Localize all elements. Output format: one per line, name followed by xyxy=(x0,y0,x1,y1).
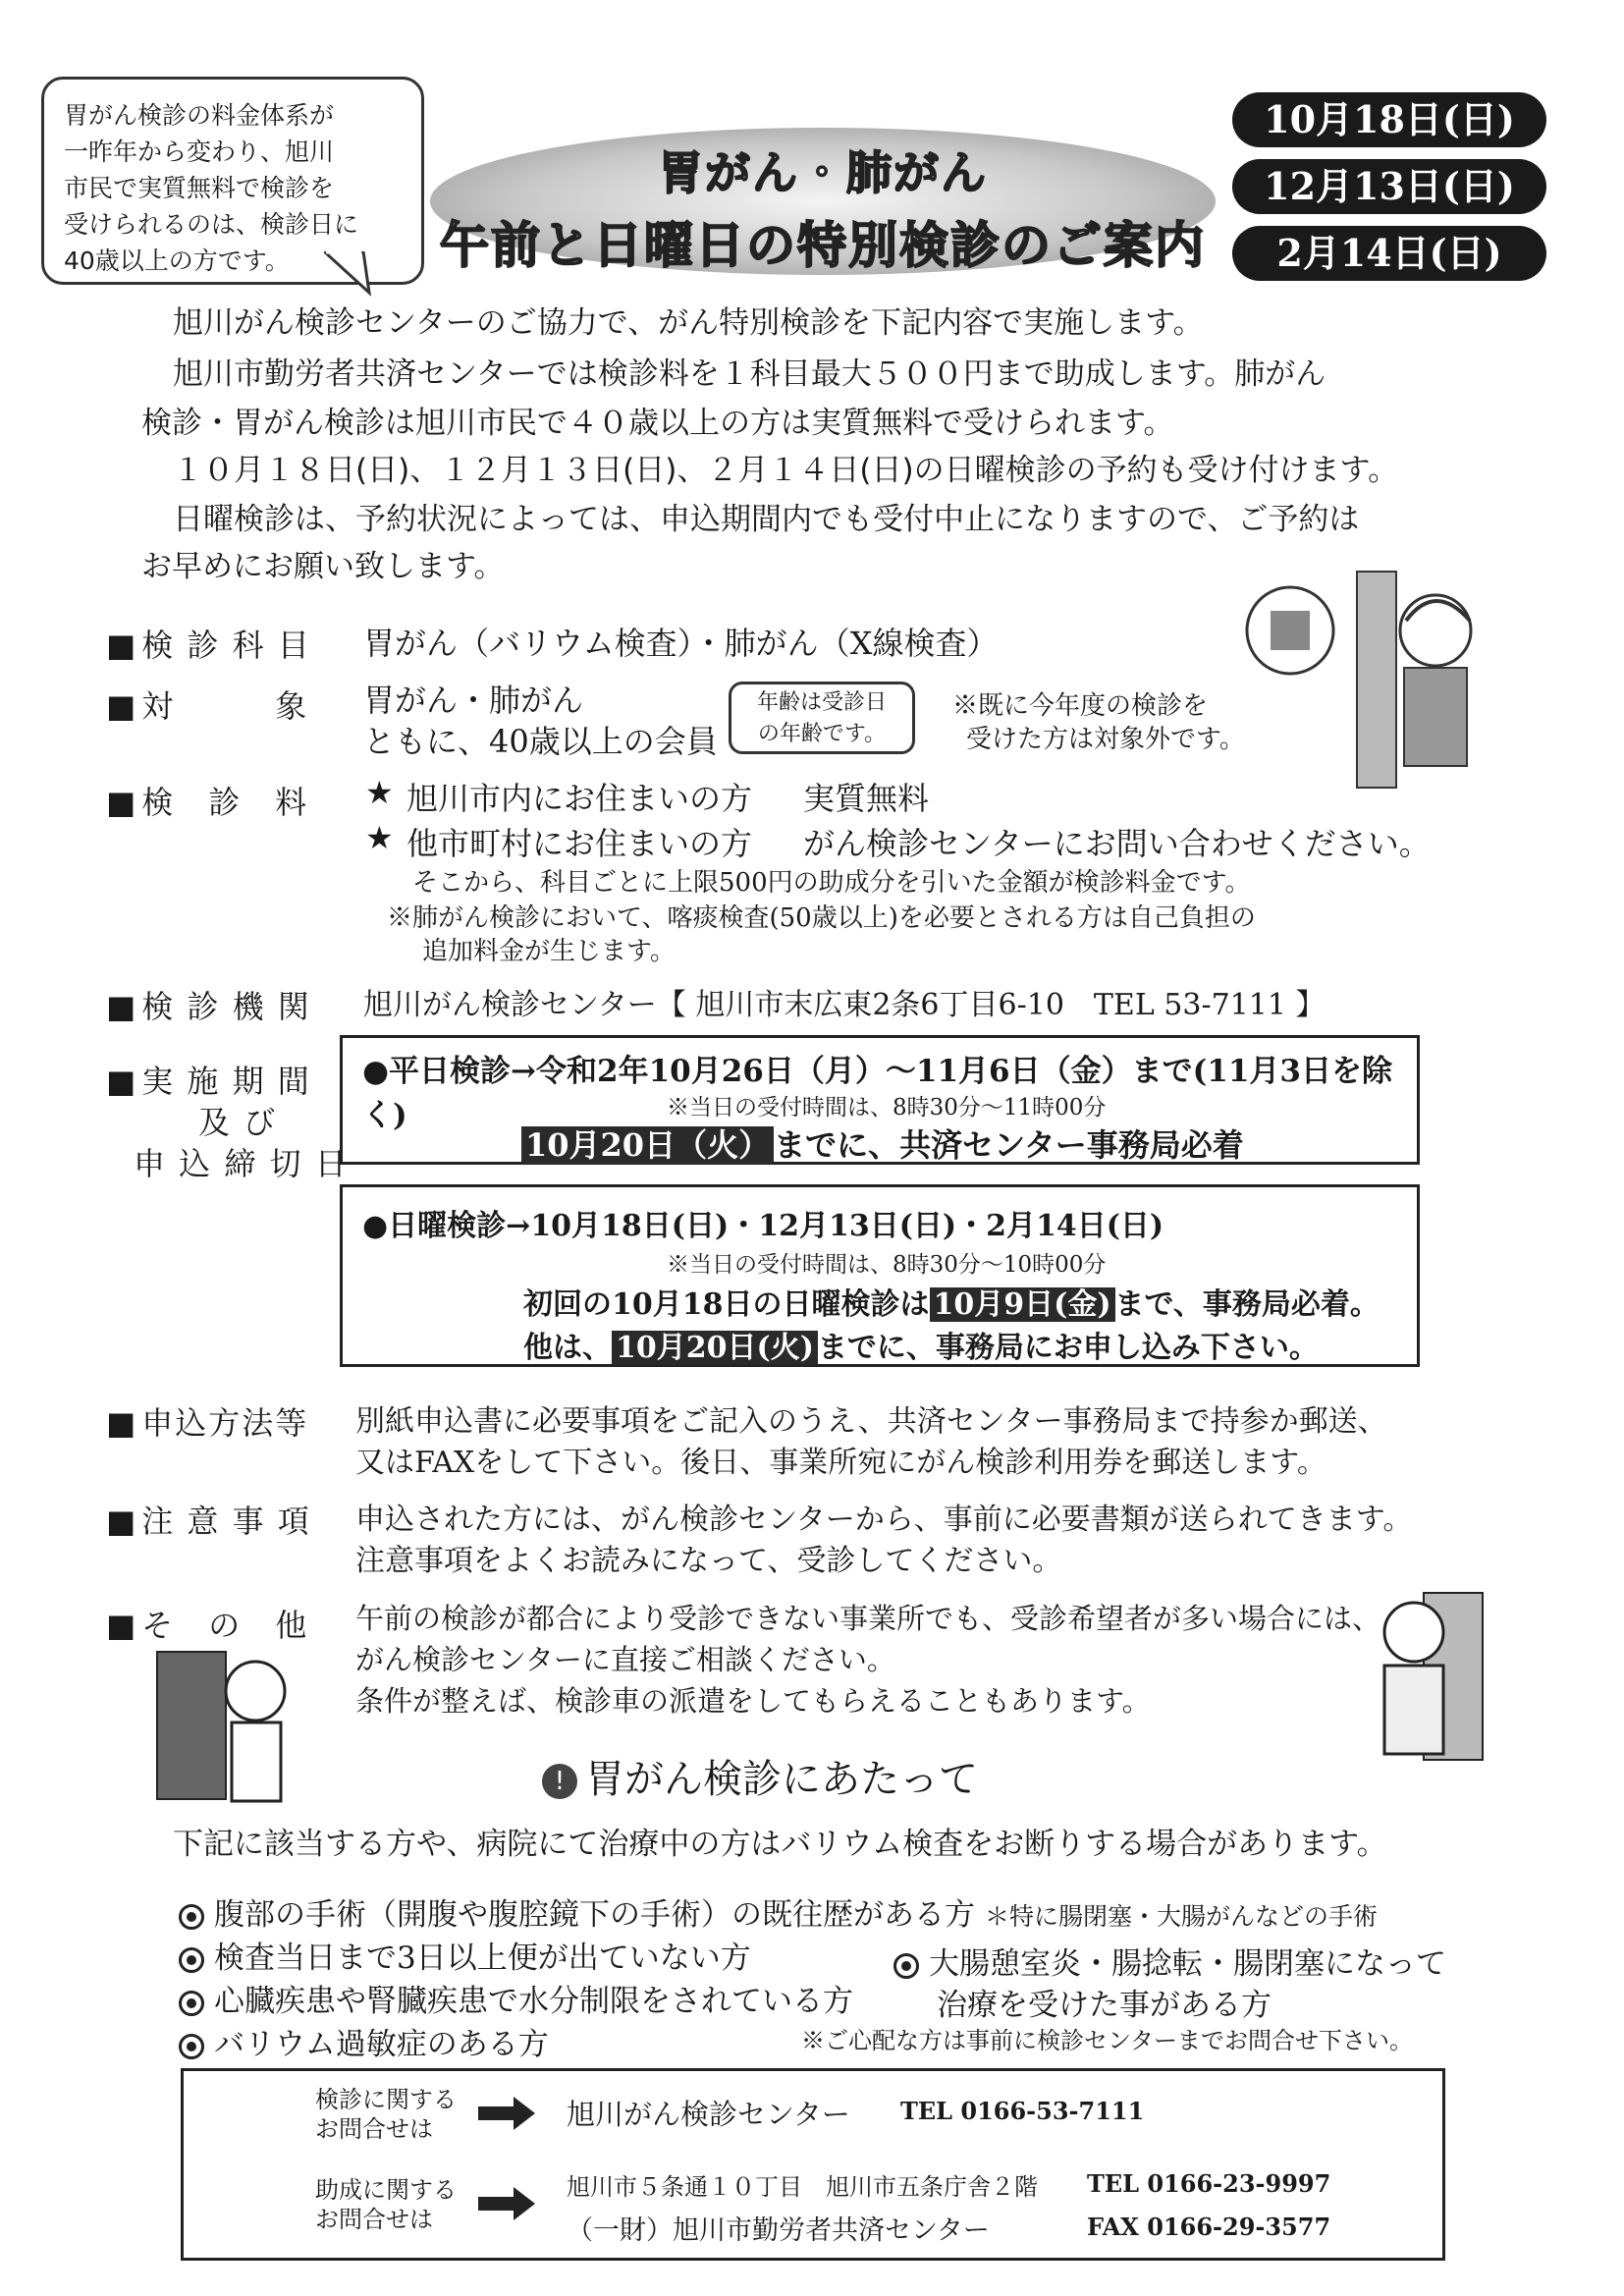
stomach-item-note: ＊特に腸閉塞・大腸がんなどの手術 xyxy=(985,1902,1379,1931)
sunday-line1 xyxy=(523,1280,1380,1323)
stomach-heading: 胃がん検診にあたって xyxy=(585,1757,978,1802)
contact-q1 xyxy=(315,2085,457,2144)
intro-line: 日曜検診は、予約状況によっては、申込期間内でも受付中止になりますので、ご予約は xyxy=(173,502,1360,537)
age-note-line: 年齢は受診日 xyxy=(756,690,887,715)
sonota-1: 午前の検診が都合により受診できない事業所でも、受診希望者が多い場合には、 xyxy=(355,1602,1381,1635)
weekday-deadline-rest: までに、共済センター事務局必着 xyxy=(774,1126,1244,1164)
note-line: 40歳以上の方です。 xyxy=(64,246,290,275)
stomach-item-text: 腹部の手術（開腹や腹腔鏡下の手術）の既往歴がある方 xyxy=(214,1897,975,1933)
age-note-line: の年齢です。 xyxy=(757,722,887,746)
stomach-heading-wrap xyxy=(542,1748,978,1804)
weekday-deadline-highlight: 10月20日（火） xyxy=(521,1126,774,1164)
label-taisho: ■ 対 象 xyxy=(106,682,308,727)
sunday-time: ※当日の受付時間は、8時30分～10時00分 xyxy=(667,1252,1107,1278)
sunday-line2-highlight: 10月20日(火) xyxy=(612,1331,818,1365)
contact-q2 xyxy=(315,2175,457,2234)
contact-a2-name: （一財）旭川市勤労者共済センター xyxy=(567,2215,990,2246)
label-moushikomi: ■ 申込方法等 xyxy=(106,1398,308,1444)
note-line: 胃がん検診の料金体系が xyxy=(64,101,335,130)
stomach-note: ※ご心配な方は事前に検診センターまでお問合せ下さい。 xyxy=(801,2027,1414,2054)
value-kamoku: 胃がん（バリウム検査）・肺がん（X線検査） xyxy=(363,625,999,662)
stomach-intro: 下記に該当する方や、病院にて治療中の方はバリウム検査をお断りする場合があります。 xyxy=(173,1827,1387,1862)
sunday-line2-b: までに、事務局にお申し込み下さい。 xyxy=(817,1331,1319,1365)
chui-1: 申込された方には、がん検診センターから、事前に必要書類が送られてきます。 xyxy=(355,1503,1413,1537)
contact-a2-addr: 旭川市５条通１０丁目 旭川市五条庁舎２階 xyxy=(567,2173,1038,2201)
contact-a2-tel: TEL 0166-23-9997 xyxy=(1087,2169,1331,2198)
contact-q2-line: 助成に関する xyxy=(315,2176,457,2204)
title-line1: 胃がん・肺がん xyxy=(658,146,988,199)
stomach-item-text: 検査当日まで3日以上便が出ていない方 xyxy=(214,1941,751,1976)
stomach-item-text: 心臓疾患や腎臓疾患で水分制限をされている方 xyxy=(214,1984,853,2019)
stomach-item xyxy=(893,1939,1446,1983)
bullet-icon xyxy=(179,2034,204,2059)
weekday-time: ※当日の受付時間は、8時30分～11時00分 xyxy=(667,1095,1107,1121)
sonota-2: がん検診センターに直接ご相談ください。 xyxy=(355,1643,895,1676)
fee-row1-a: 旭川市内にお住まいの方 xyxy=(406,780,753,817)
label-kenshinryo: ■ 検 診 料 xyxy=(106,778,308,823)
sunday-line1-a: 初回の10月18日の日曜検診は xyxy=(523,1287,930,1322)
star-icon: ★ xyxy=(365,819,394,856)
stomach-item xyxy=(179,2019,549,2063)
intro-line: １０月１８日(日)、１２月１３日(日)、２月１４日(日)の日曜検診の予約も受け付けます。 xyxy=(173,453,1399,488)
sunday-line2-a: 他は、 xyxy=(523,1331,612,1365)
star-icon: ★ xyxy=(365,774,394,811)
sunday-line1-highlight: 10月9日(金) xyxy=(930,1287,1115,1322)
intro-line: 旭川市勤労者共済センターでは検診料を１科目最大５００円まで助成します。肺がん xyxy=(173,356,1326,392)
sonota-3: 条件が整えば、検診車の派遣をしてもらえることもあります。 xyxy=(355,1684,1151,1718)
stomach-item-text: 大腸憩室炎・腸捻転・腸閉塞になって xyxy=(929,1946,1446,1982)
arrow-right-icon xyxy=(478,2097,537,2130)
stomach-item-text: バリウム過敏症のある方 xyxy=(214,2027,549,2062)
note-line: 市民で実質無料で検診を xyxy=(64,174,335,202)
label-kikan: ■ 検 診 機 関 xyxy=(106,982,311,1027)
xray-boy-illustration xyxy=(137,1642,314,1809)
intro-line: お早めにお願い致します。 xyxy=(141,549,505,584)
sunday-head: ●日曜検診→10月18日(日)・12月13日(日)・2月14日(日) xyxy=(362,1209,1164,1243)
value-taisho-2: ともに、40歳以上の会員 xyxy=(363,723,718,760)
date-pill: 2月14日(日) xyxy=(1232,226,1546,281)
contact-a1-name: 旭川がん検診センター xyxy=(567,2098,850,2131)
sunday-line2 xyxy=(523,1323,1319,1366)
value-kikan: 旭川がん検診センター【 旭川市末広東2条6丁目6-10 TEL 53-7111 】 xyxy=(363,988,1326,1022)
contact-a1-tel: TEL 0166-53-7111 xyxy=(900,2097,1145,2125)
chui-2: 注意事項をよくお読みになって、受診してください。 xyxy=(355,1544,1062,1578)
xray-man-illustration xyxy=(1355,1583,1502,1770)
fee-sub-2: ※肺がん検診において、喀痰検査(50歳以上)を必要とされる方は自己負担の xyxy=(387,903,1256,933)
fee-row2-a: 他市町村にお住まいの方 xyxy=(406,825,753,862)
taisho-note-2: 受けた方は対象外です。 xyxy=(966,725,1245,754)
title-line2: 午前と日曜日の特別検診のご案内 xyxy=(440,217,1206,274)
contact-q1-line: お問合せは xyxy=(315,2115,433,2143)
xray-woman-illustration xyxy=(1239,562,1494,797)
date-pill: 12月13日(日) xyxy=(1232,159,1546,214)
bullet-icon xyxy=(893,1953,919,1979)
label-period-2: 及 び xyxy=(198,1104,278,1141)
note-line: 一昨年から変わり、旭川 xyxy=(64,137,335,166)
stomach-item xyxy=(179,1933,751,1977)
label-period-1: ■ 実 施 期 間 xyxy=(106,1057,311,1102)
value-taisho-1: 胃がん・肺がん xyxy=(363,682,584,719)
fee-sub-1: そこから、科目ごとに上限500円の助成分を引いた金額が検診料金です。 xyxy=(412,868,1251,898)
moushikomi-2: 又はFAXをして下さい。後日、事業所宛にがん検診利用券を郵送します。 xyxy=(355,1446,1326,1480)
sunday-line1-b: まで、事務局必着。 xyxy=(1114,1287,1380,1322)
weekday-deadline xyxy=(521,1121,1244,1166)
fee-row2-b: がん検診センターにお問い合わせください。 xyxy=(803,825,1431,862)
contact-q2-line: お問合せは xyxy=(315,2206,433,2233)
fee-sub-3: 追加料金が生じます。 xyxy=(422,937,676,966)
contact-box xyxy=(181,2068,1445,2261)
label-chui: ■ 注 意 事 項 xyxy=(106,1497,311,1542)
warning-icon: ! xyxy=(542,1764,577,1799)
stomach-item xyxy=(179,1976,853,2020)
fee-row1-b: 実質無料 xyxy=(803,780,930,817)
sunday-box xyxy=(340,1184,1420,1367)
age-note-box xyxy=(729,682,915,754)
contact-q1-line: 検診に関する xyxy=(315,2086,457,2113)
intro-line: 旭川がん検診センターのご協力で、がん特別検診を下記内容で実施します。 xyxy=(173,305,1204,341)
contact-a2-fax: FAX 0166-29-3577 xyxy=(1087,2213,1331,2241)
date-pill: 10月18日(日) xyxy=(1232,92,1546,147)
weekday-head: ●平日検診→令和2年10月26日（月）～11月6日（金）まで(11月3日を除く) xyxy=(362,1054,1392,1133)
stomach-item xyxy=(179,1889,1378,1934)
label-period-3: 申 込 締 切 日 xyxy=(134,1145,349,1182)
label-sonota: ■ そ の 他 xyxy=(106,1601,308,1646)
taisho-note-1: ※既に今年度の検診を xyxy=(952,691,1209,721)
label-kamoku: ■ 検 診 科 目 xyxy=(106,621,311,666)
note-tail-icon xyxy=(324,251,383,301)
bullet-icon xyxy=(179,1991,204,2016)
arrow-right-icon xyxy=(478,2187,537,2220)
weekday-box xyxy=(340,1035,1420,1165)
bullet-icon xyxy=(179,1947,204,1973)
note-line: 受けられるのは、検診日に xyxy=(64,210,359,239)
bullet-icon xyxy=(179,1904,204,1930)
stomach-item-cont: 治療を受けた事がある方 xyxy=(937,1988,1272,2023)
moushikomi-1: 別紙申込書に必要事項をご記入のうえ、共済センター事務局まで持参か郵送、 xyxy=(355,1404,1387,1439)
intro-line: 検診・胃がん検診は旭川市民で４０歳以上の方は実質無料で受けられます。 xyxy=(141,406,1174,441)
